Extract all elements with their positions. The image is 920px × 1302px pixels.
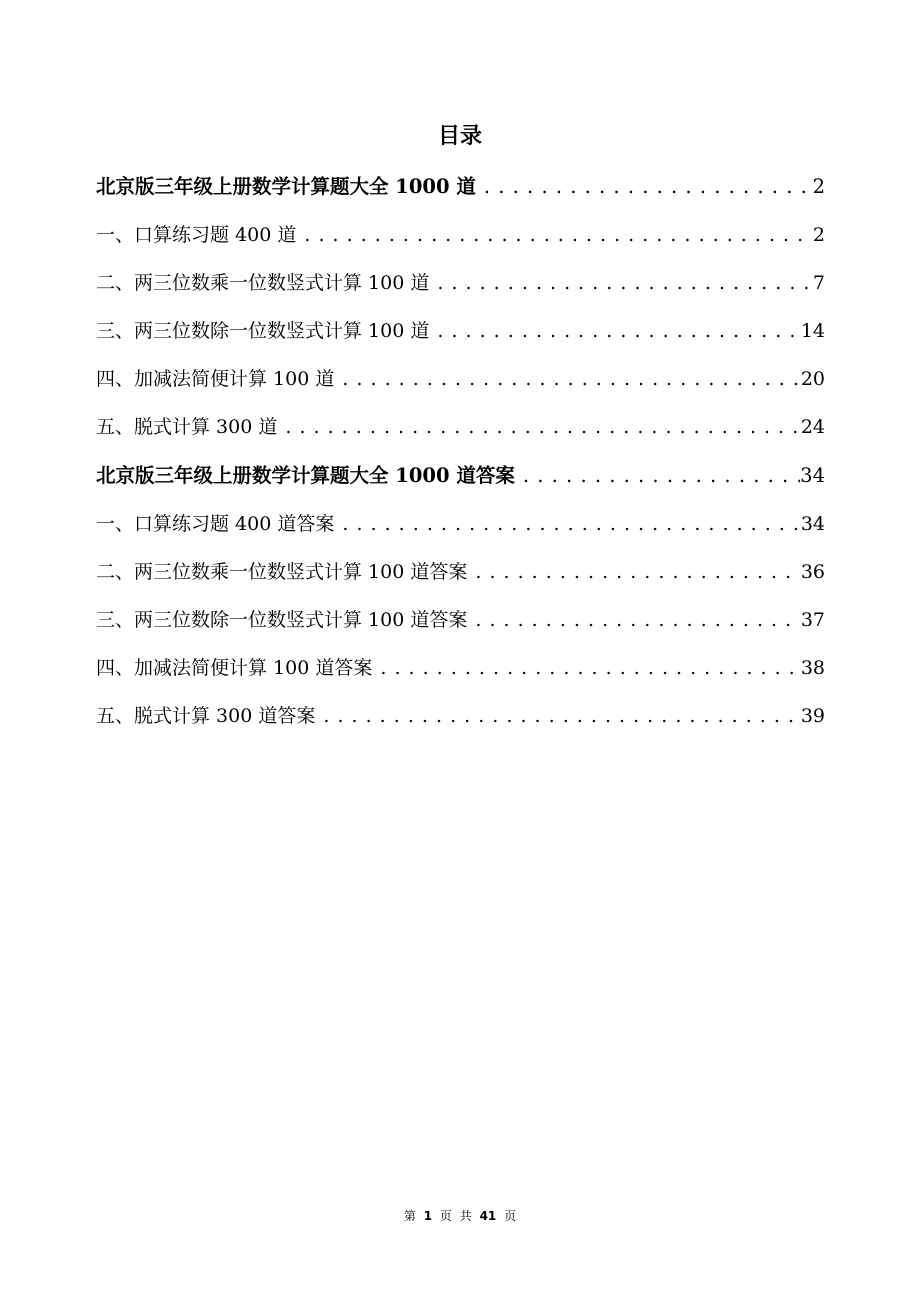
toc-entry-label: 二、两三位数乘一位数竖式计算 100 道 (96, 272, 430, 295)
toc-entry-page: 14 (800, 320, 825, 343)
toc-dot-leader (296, 211, 813, 259)
toc-dot-leader (467, 548, 800, 596)
toc-dot-leader (334, 355, 800, 403)
toc-entry-label: 北京版三年级上册数学计算题大全 1000 道 (96, 175, 476, 198)
toc-entry[interactable] (96, 355, 825, 403)
toc-entry[interactable] (96, 644, 825, 692)
toc-entry-page: 37 (800, 608, 825, 631)
toc-entry-page: 2 (812, 175, 825, 198)
toc-entry[interactable] (96, 596, 825, 644)
toc-entry[interactable] (96, 259, 825, 307)
toc-entry-label: 一、口算练习题 400 道 (96, 224, 297, 247)
toc-entry-page: 38 (800, 656, 825, 679)
footer-middle: 页 共 (439, 1209, 472, 1223)
footer-prefix: 第 (403, 1209, 416, 1223)
toc-dot-leader (467, 596, 800, 644)
toc-entry-page: 36 (800, 560, 825, 583)
footer-suffix: 页 (504, 1209, 517, 1223)
toc-dot-leader (315, 692, 800, 740)
toc-dot-leader (372, 644, 800, 692)
toc-entry-page: 24 (800, 416, 825, 439)
toc-entry-label: 四、加减法简便计算 100 道答案 (96, 656, 373, 679)
toc-entry[interactable] (96, 403, 825, 451)
table-of-contents (96, 163, 825, 740)
toc-entry-label: 三、两三位数除一位数竖式计算 100 道答案 (96, 608, 468, 631)
toc-entry-label: 五、脱式计算 300 道答案 (96, 705, 316, 728)
toc-entry-page: 34 (800, 463, 825, 487)
toc-entry-page: 20 (800, 368, 825, 391)
toc-entry-label: 五、脱式计算 300 道 (96, 416, 278, 439)
footer-current-page: 1 (423, 1209, 433, 1223)
toc-dot-leader (334, 500, 800, 548)
toc-entry[interactable] (96, 548, 825, 596)
page-title: 目录 (437, 123, 482, 149)
toc-dot-leader (277, 403, 800, 451)
toc-entry-label: 三、两三位数除一位数竖式计算 100 道 (96, 320, 430, 343)
toc-dot-leader (429, 307, 800, 355)
toc-entry-label: 一、口算练习题 400 道答案 (96, 512, 335, 535)
footer-total-pages: 41 (479, 1209, 497, 1223)
toc-entry-label: 北京版三年级上册数学计算题大全 1000 道答案 (96, 463, 515, 487)
toc-entry-page: 34 (800, 512, 825, 535)
toc-dot-leader (515, 452, 800, 500)
toc-entry-page: 39 (800, 705, 825, 728)
toc-dot-leader (476, 163, 813, 211)
toc-entry-page: 7 (812, 272, 825, 295)
toc-entry[interactable] (96, 307, 825, 355)
toc-entry-label: 四、加减法简便计算 100 道 (96, 368, 335, 391)
toc-entry[interactable] (96, 452, 825, 500)
toc-entry[interactable] (96, 211, 825, 259)
toc-dot-leader (429, 259, 813, 307)
toc-entry[interactable] (96, 692, 825, 740)
toc-entry[interactable] (96, 500, 825, 548)
toc-entry-page: 2 (812, 224, 825, 247)
page-footer (0, 1207, 920, 1225)
toc-entry-label: 二、两三位数乘一位数竖式计算 100 道答案 (96, 560, 468, 583)
toc-entry[interactable] (96, 163, 825, 211)
